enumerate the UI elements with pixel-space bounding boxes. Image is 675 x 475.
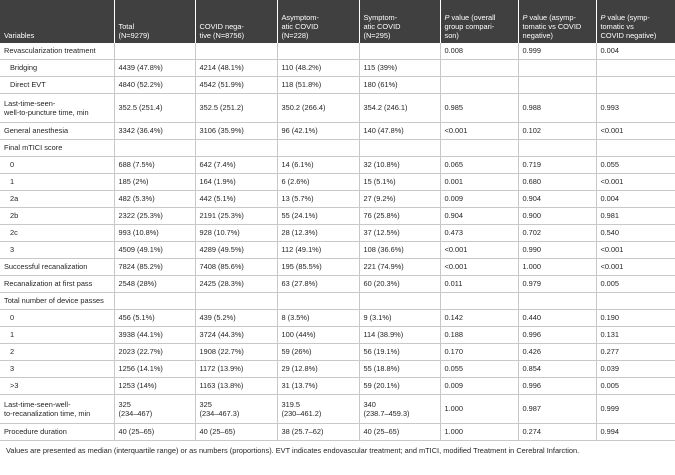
table-cell: [440, 140, 518, 157]
table-cell: [440, 77, 518, 94]
table-cell: [114, 140, 195, 157]
table-cell: 1.000: [440, 424, 518, 441]
table-cell: <0.001: [440, 259, 518, 276]
row-label: 1: [0, 174, 114, 191]
table-row: [0, 361, 675, 378]
row-label: Final mTICI score: [0, 140, 114, 157]
table-cell: 112 (49.1%): [277, 242, 359, 259]
row-label: 2c: [0, 225, 114, 242]
header-p-asymptomatic: P value (asymp- tomatic vs COVID negative): [518, 0, 596, 43]
table-cell: 319.5 (230–461.2): [277, 395, 359, 424]
table-cell: 15 (5.1%): [359, 174, 440, 191]
table-cell: 2548 (28%): [114, 276, 195, 293]
table-row: [0, 174, 675, 191]
table-cell: 0.102: [518, 123, 596, 140]
table-cell: 180 (61%): [359, 77, 440, 94]
table-row: [0, 43, 675, 60]
table-cell: [518, 77, 596, 94]
row-label: Last-time-seen- well-to-puncture time, min: [0, 94, 114, 123]
table-cell: 0.170: [440, 344, 518, 361]
table-cell: 100 (44%): [277, 327, 359, 344]
table-cell: 59 (26%): [277, 344, 359, 361]
header-variables: Variables: [0, 0, 114, 43]
table-cell: 6 (2.6%): [277, 174, 359, 191]
table-header: [0, 0, 675, 43]
table-cell: 4509 (49.1%): [114, 242, 195, 259]
table-cell: 0.440: [518, 310, 596, 327]
table-cell: 0.190: [596, 310, 675, 327]
table-row: [0, 395, 675, 424]
table-cell: 76 (25.8%): [359, 208, 440, 225]
table-cell: 185 (2%): [114, 174, 195, 191]
table-cell: [518, 140, 596, 157]
table-cell: 55 (24.1%): [277, 208, 359, 225]
table-cell: 442 (5.1%): [195, 191, 277, 208]
table-cell: [596, 77, 675, 94]
row-label: Direct EVT: [0, 77, 114, 94]
table-row: [0, 123, 675, 140]
table-cell: 27 (9.2%): [359, 191, 440, 208]
table-cell: 114 (38.9%): [359, 327, 440, 344]
row-label: 0: [0, 157, 114, 174]
table-cell: [277, 43, 359, 60]
header-symptomatic: Symptom- atic COVID (N=295): [359, 0, 440, 43]
table-cell: 1163 (13.8%): [195, 378, 277, 395]
table-body: [0, 43, 675, 441]
table-cell: 0.981: [596, 208, 675, 225]
table-cell: 3342 (36.4%): [114, 123, 195, 140]
table-row: [0, 327, 675, 344]
table-cell: <0.001: [596, 259, 675, 276]
table-cell: 325 (234–467.3): [195, 395, 277, 424]
table-cell: 0.904: [440, 208, 518, 225]
table-cell: 0.680: [518, 174, 596, 191]
table-cell: 0.996: [518, 327, 596, 344]
table-cell: <0.001: [596, 123, 675, 140]
table-cell: 0.274: [518, 424, 596, 441]
table-cell: 4214 (48.1%): [195, 60, 277, 77]
table-cell: [518, 60, 596, 77]
table-cell: 0.985: [440, 94, 518, 123]
table-cell: 0.999: [596, 395, 675, 424]
table-cell: 350.2 (266.4): [277, 94, 359, 123]
table-cell: 2023 (22.7%): [114, 344, 195, 361]
header-total: Total (N=9279): [114, 0, 195, 43]
table-cell: [277, 140, 359, 157]
row-label: Revascularization treatment: [0, 43, 114, 60]
row-label: Recanalization at first pass: [0, 276, 114, 293]
table-cell: <0.001: [596, 174, 675, 191]
table-row: [0, 310, 675, 327]
table-cell: 1.000: [518, 259, 596, 276]
table-cell: 0.993: [596, 94, 675, 123]
table-cell: 439 (5.2%): [195, 310, 277, 327]
table-cell: 1.000: [440, 395, 518, 424]
table-cell: 13 (5.7%): [277, 191, 359, 208]
table-row: [0, 259, 675, 276]
table-cell: 28 (12.3%): [277, 225, 359, 242]
table-cell: 0.994: [596, 424, 675, 441]
table-cell: 0.904: [518, 191, 596, 208]
table-cell: 0.004: [596, 43, 675, 60]
table-cell: [359, 43, 440, 60]
table-cell: 0.188: [440, 327, 518, 344]
row-label: 2b: [0, 208, 114, 225]
table-cell: 0.008: [440, 43, 518, 60]
table-footnote: Values are presented as median (interquartile range) or as numbers (proportions). EVT indicates endovascular treatment; and mTICI, modified Treatment in Cerebral Infarction.: [6, 446, 580, 455]
table-cell: 37 (12.5%): [359, 225, 440, 242]
row-label: 3: [0, 242, 114, 259]
table-cell: 60 (20.3%): [359, 276, 440, 293]
table-cell: 0.473: [440, 225, 518, 242]
row-label: 2: [0, 344, 114, 361]
table-cell: 0.979: [518, 276, 596, 293]
table-cell: 0.277: [596, 344, 675, 361]
row-label: Total number of device passes: [0, 293, 114, 310]
table-cell: [596, 140, 675, 157]
table-cell: 7408 (85.6%): [195, 259, 277, 276]
header-p-symptomatic: P value (symp- tomatic vs COVID negative): [596, 0, 675, 43]
table-cell: 1908 (22.7%): [195, 344, 277, 361]
table-cell: 0.854: [518, 361, 596, 378]
table-cell: 1256 (14.1%): [114, 361, 195, 378]
table-cell: 40 (25–65): [114, 424, 195, 441]
table-cell: 0.999: [518, 43, 596, 60]
table-cell: 3724 (44.3%): [195, 327, 277, 344]
table-row: [0, 191, 675, 208]
table-cell: [195, 140, 277, 157]
header-asymptomatic: Asymptom- atic COVID (N=228): [277, 0, 359, 43]
table-cell: 140 (47.8%): [359, 123, 440, 140]
table-cell: <0.001: [440, 242, 518, 259]
table-cell: 0.426: [518, 344, 596, 361]
table-cell: 63 (27.8%): [277, 276, 359, 293]
table-cell: 0.142: [440, 310, 518, 327]
table-cell: [359, 293, 440, 310]
table-row: [0, 344, 675, 361]
table-cell: 4439 (47.8%): [114, 60, 195, 77]
table-row: [0, 140, 675, 157]
table-row: [0, 208, 675, 225]
table-cell: 0.011: [440, 276, 518, 293]
table-row: [0, 60, 675, 77]
table-row: [0, 77, 675, 94]
table-cell: 40 (25–65): [195, 424, 277, 441]
table-cell: 0.039: [596, 361, 675, 378]
table-row: [0, 242, 675, 259]
table-cell: 9 (3.1%): [359, 310, 440, 327]
table-cell: 0.900: [518, 208, 596, 225]
table-cell: 56 (19.1%): [359, 344, 440, 361]
table-cell: 7824 (85.2%): [114, 259, 195, 276]
table-cell: <0.001: [440, 123, 518, 140]
table-cell: [114, 43, 195, 60]
table-cell: [518, 293, 596, 310]
table-cell: 688 (7.5%): [114, 157, 195, 174]
table-cell: 118 (51.8%): [277, 77, 359, 94]
table-cell: [195, 43, 277, 60]
table-cell: 4542 (51.9%): [195, 77, 277, 94]
table-cell: 0.009: [440, 378, 518, 395]
table-cell: 31 (13.7%): [277, 378, 359, 395]
row-label: Procedure duration: [0, 424, 114, 441]
table-row: [0, 293, 675, 310]
table-cell: 0.005: [596, 276, 675, 293]
table-cell: 2191 (25.3%): [195, 208, 277, 225]
table-cell: 0.719: [518, 157, 596, 174]
table-cell: [114, 293, 195, 310]
table-cell: [596, 60, 675, 77]
table-cell: 4289 (49.5%): [195, 242, 277, 259]
table-cell: 29 (12.8%): [277, 361, 359, 378]
table-cell: 0.987: [518, 395, 596, 424]
table-cell: 354.2 (246.1): [359, 94, 440, 123]
table-cell: 38 (25.7–62): [277, 424, 359, 441]
table-cell: 993 (10.8%): [114, 225, 195, 242]
table-cell: 110 (48.2%): [277, 60, 359, 77]
table-cell: 0.702: [518, 225, 596, 242]
table-cell: 32 (10.8%): [359, 157, 440, 174]
table-cell: 1172 (13.9%): [195, 361, 277, 378]
row-label: >3: [0, 378, 114, 395]
table-cell: 325 (234–467): [114, 395, 195, 424]
table-cell: 0.055: [596, 157, 675, 174]
table-cell: 1253 (14%): [114, 378, 195, 395]
table-cell: 4840 (52.2%): [114, 77, 195, 94]
table-cell: 3938 (44.1%): [114, 327, 195, 344]
table-cell: <0.001: [596, 242, 675, 259]
table-cell: 928 (10.7%): [195, 225, 277, 242]
table-row: [0, 276, 675, 293]
row-label: 0: [0, 310, 114, 327]
table-cell: 0.004: [596, 191, 675, 208]
table-cell: 2425 (28.3%): [195, 276, 277, 293]
table-cell: 0.055: [440, 361, 518, 378]
table-row: [0, 378, 675, 395]
table-cell: 0.990: [518, 242, 596, 259]
table-cell: 8 (3.5%): [277, 310, 359, 327]
table-cell: 55 (18.8%): [359, 361, 440, 378]
table-row: [0, 94, 675, 123]
table-cell: [596, 293, 675, 310]
table-cell: 352.5 (251.2): [195, 94, 277, 123]
row-label: Bridging: [0, 60, 114, 77]
table-cell: 0.001: [440, 174, 518, 191]
row-label: Successful recanalization: [0, 259, 114, 276]
table-cell: 0.065: [440, 157, 518, 174]
table-cell: 0.988: [518, 94, 596, 123]
row-label: 1: [0, 327, 114, 344]
table-row: [0, 157, 675, 174]
table-cell: 456 (5.1%): [114, 310, 195, 327]
table-cell: 0.131: [596, 327, 675, 344]
table-cell: 164 (1.9%): [195, 174, 277, 191]
table-cell: 482 (5.3%): [114, 191, 195, 208]
row-label: Last-time-seen-well- to-recanalization time, min: [0, 395, 114, 424]
row-label: 3: [0, 361, 114, 378]
table-cell: 0.996: [518, 378, 596, 395]
table-cell: 108 (36.6%): [359, 242, 440, 259]
table-row: [0, 424, 675, 441]
table-cell: 195 (85.5%): [277, 259, 359, 276]
table-row: [0, 225, 675, 242]
table-cell: 115 (39%): [359, 60, 440, 77]
table-cell: 96 (42.1%): [277, 123, 359, 140]
table-cell: [277, 293, 359, 310]
row-label: General anesthesia: [0, 123, 114, 140]
table-cell: 221 (74.9%): [359, 259, 440, 276]
header-covid-negative: COVID nega- tive (N=8756): [195, 0, 277, 43]
table-cell: 352.5 (251.4): [114, 94, 195, 123]
table-cell: 0.005: [596, 378, 675, 395]
row-label: 2a: [0, 191, 114, 208]
table-cell: [195, 293, 277, 310]
table-cell: 642 (7.4%): [195, 157, 277, 174]
table-cell: 59 (20.1%): [359, 378, 440, 395]
table-cell: 0.540: [596, 225, 675, 242]
table-cell: 340 (238.7–459.3): [359, 395, 440, 424]
table-cell: 3106 (35.9%): [195, 123, 277, 140]
table-cell: 40 (25–65): [359, 424, 440, 441]
table-cell: [440, 60, 518, 77]
table-cell: [359, 140, 440, 157]
table-cell: [440, 293, 518, 310]
table-cell: 2322 (25.3%): [114, 208, 195, 225]
header-p-overall: P value (overall group compari- son): [440, 0, 518, 43]
table-cell: 14 (6.1%): [277, 157, 359, 174]
table-cell: 0.009: [440, 191, 518, 208]
